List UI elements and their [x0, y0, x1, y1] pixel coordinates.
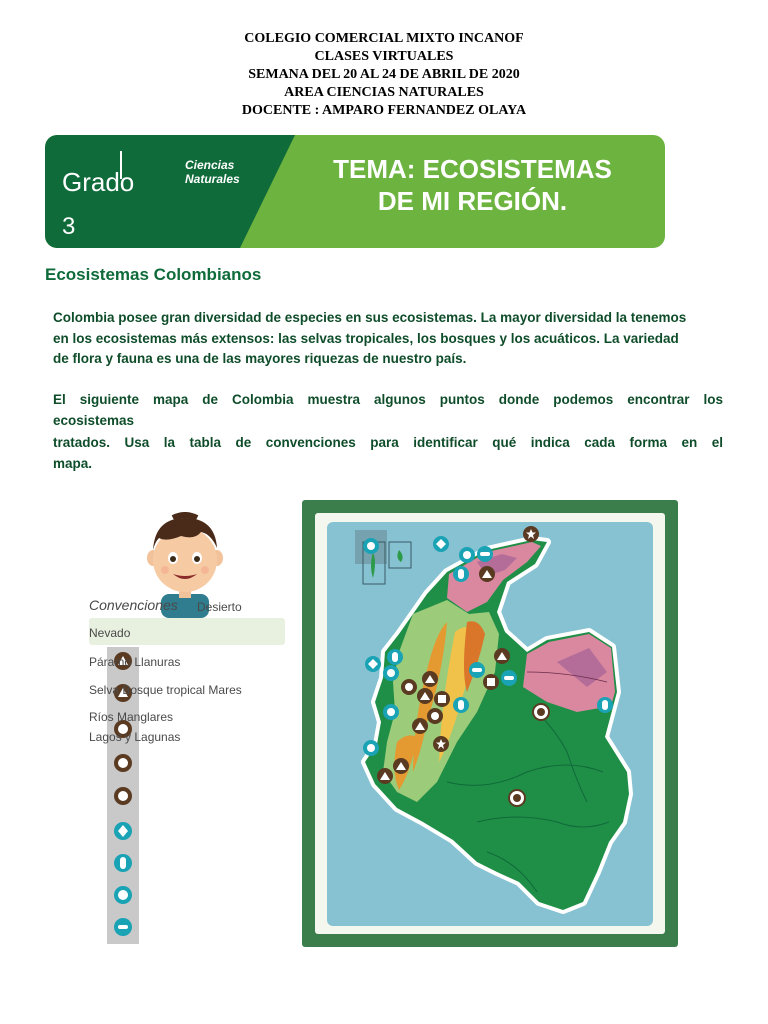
dash-icon	[501, 670, 517, 686]
paragraph-line: mapa.	[53, 455, 93, 471]
legend-nevado: Nevado	[89, 626, 131, 640]
pill-icon	[453, 697, 469, 713]
star-icon	[433, 736, 449, 752]
topic-banner	[45, 135, 665, 248]
circle-icon	[459, 547, 475, 563]
star-icon	[523, 526, 539, 542]
legend-rios-manglares: Ríos Manglares	[89, 710, 174, 724]
subject-line-2: Naturales	[185, 172, 240, 186]
section-title: Ecosistemas Colombianos	[45, 265, 262, 284]
square-icon	[483, 674, 499, 690]
dash-icon	[477, 546, 493, 562]
dash-icon	[469, 662, 485, 678]
intro-paragraph	[53, 308, 723, 370]
school-name: COLEGIO COMERCIAL MIXTO INCANOF	[244, 31, 524, 46]
circle-icon	[113, 786, 133, 806]
mountain-icon	[412, 718, 428, 734]
dash-icon	[113, 917, 133, 937]
pill-icon	[113, 853, 133, 873]
circle-icon	[363, 538, 379, 554]
circle-icon	[533, 704, 549, 720]
mountain-icon	[422, 671, 438, 687]
week-dates: SEMANA DEL 20 AL 24 DE ABRIL DE 2020	[248, 67, 520, 82]
legend-selva-bosque-mares: Selva Bosque tropical Mares	[89, 683, 242, 697]
subject-line-1: Ciencias	[185, 158, 235, 172]
paragraph-line: de flora y fauna es una de las mayores riquezas de nuestro país.	[53, 351, 467, 366]
paragraph-line: ecosistemas	[53, 412, 135, 428]
mountain-icon	[377, 768, 393, 784]
circle-icon	[427, 708, 443, 724]
pill-icon	[597, 697, 613, 713]
circle-icon	[383, 704, 399, 720]
colombia-map	[327, 522, 653, 926]
circle-icon	[113, 753, 133, 773]
mountain-icon	[393, 758, 409, 774]
diamond-icon	[113, 821, 133, 841]
circle-icon	[113, 885, 133, 905]
subject-label	[185, 158, 240, 186]
island-shape	[397, 550, 402, 562]
circle-icon	[509, 790, 525, 806]
legend-lagos-lagunas: Lagos y Lagunas	[89, 730, 181, 744]
pill-icon	[387, 649, 403, 665]
grade-number: 3	[62, 213, 76, 240]
topic-title	[295, 153, 650, 217]
diamond-icon	[433, 536, 449, 552]
topic-title-line-2: DE MI REGIÓN.	[377, 186, 568, 216]
paragraph-line: tratados. Usa la tabla de convenciones para identificar qué indica cada forma en el	[53, 435, 723, 450]
paragraph-line: El siguiente mapa de Colombia muestra algunos puntos donde podemos encontrar los	[53, 392, 723, 407]
subject-area: AREA CIENCIAS NATURALES	[284, 85, 484, 100]
mountain-icon	[479, 566, 495, 582]
mountain-icon	[494, 648, 510, 664]
instruction-paragraph	[53, 390, 723, 474]
paragraph-line: en los ecosistemas más extensos: las selvas tropicales, los bosques y los acuáticos. La variedad	[53, 330, 679, 346]
mountain-icon	[417, 688, 433, 704]
legend-title: Convenciones	[89, 597, 178, 613]
class-type: CLASES VIRTUALES	[314, 49, 454, 64]
circle-icon	[363, 740, 379, 756]
paragraph-line: Colombia posee gran diversidad de especies en sus ecosistemas. La mayor diversidad la tenemos	[53, 310, 687, 325]
teacher-name: DOCENTE : AMPARO FERNANDEZ OLAYA	[241, 103, 527, 118]
legend-paramo-llanuras: Páramo Llanuras	[89, 655, 181, 669]
topic-title-line-1: TEMA: ECOSISTEMAS	[333, 154, 612, 184]
pill-icon	[453, 566, 469, 582]
circle-icon	[383, 665, 399, 681]
square-icon	[434, 691, 450, 707]
legend-desierto: Desierto	[197, 600, 242, 614]
circle-icon	[401, 679, 417, 695]
grade-label: Grado	[62, 167, 135, 197]
diamond-icon	[365, 656, 381, 672]
